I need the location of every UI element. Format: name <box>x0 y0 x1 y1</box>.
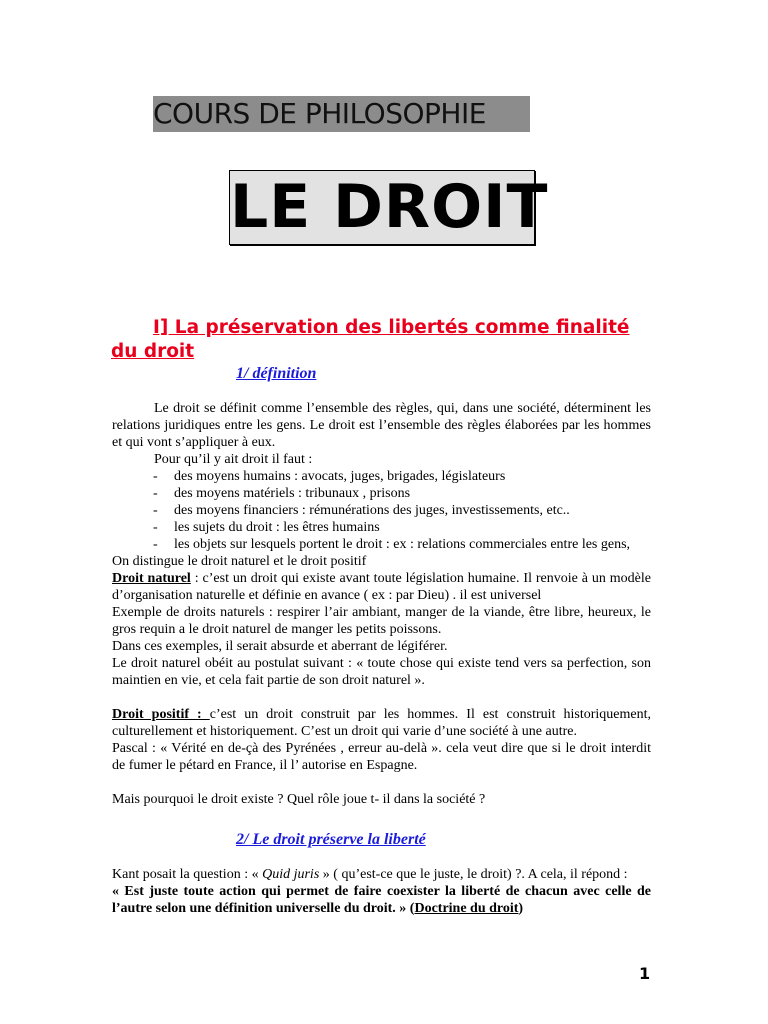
body-part-1 <box>112 400 651 808</box>
question-line: Mais pourquoi le droit existe ? Quel rôle joue t- il dans la société ? <box>112 792 486 807</box>
requirements-intro: Pour qu’il y ait droit il faut : <box>154 452 313 467</box>
pascal-paragraph: Pascal : « Vérité en de-çà des Pyrénées , erreur au-delà ». cela veut dire que si le droit interdit de fumer le pétard en France, il l’ autorise en Espagne. <box>112 741 651 773</box>
droit-naturel-paragraph: Droit naturel : c’est un droit qui existe avant toute législation humaine. Il renvoie à un modèle d’organisation naturelle et définie en avance ( ex : par Dieu) . il est universel <box>112 571 651 603</box>
subheading-definition: 1/ définition <box>236 365 317 382</box>
definition-paragraph: Le droit se définit comme l’ensemble des règles, qui, dans une société, déterminent les relations juridiques entre les gens. Le droit est l’ensemble des règles élaborées par les hommes et qui vont s’appliquer à eux. <box>112 401 651 450</box>
list-item: - des moyens matériels : tribunaux , prisons <box>153 486 411 501</box>
section-heading: I] La préservation des libertés comme finalité du droit <box>111 317 630 362</box>
droit-naturel-term: Droit naturel <box>112 571 191 586</box>
kant-quote: « Est juste toute action qui permet de faire coexister la liberté de chacun avec celle de l’autre selon une définition universelle du droit. » (Doctrine du droit) <box>112 884 651 916</box>
body-part-2 <box>112 866 651 917</box>
list-dash: - <box>153 503 158 518</box>
subheading-liberte: 2/ Le droit préserve la liberté <box>236 831 426 848</box>
list-dash: - <box>153 537 158 552</box>
distinguish-line: On distingue le droit naturel et le droit positif <box>112 554 367 569</box>
course-title: COURS DE PHILOSOPHIE <box>153 96 530 132</box>
droit-positif-paragraph: Droit positif : c’est un droit construit par les hommes. Il est construit historiquement, culturellement et historiquement. C’est un droit qui varie d’une société à une autre. <box>112 707 651 739</box>
droit-positif-term: Droit positif : <box>112 707 210 722</box>
naturel-example-paragraph: Exemple de droits naturels : respirer l’air ambiant, manger de la viande, être libre, heureux, le gros requin a le droit naturel de manger les petits poissons. <box>112 605 651 637</box>
doctrine-reference: Doctrine du droit <box>414 901 519 916</box>
naturel-absurd-line: Dans ces exemples, il serait absurde et aberrant de légiférer. <box>112 639 448 654</box>
requirements-list <box>112 468 651 553</box>
document-title: LE DROIT <box>229 170 535 245</box>
list-item: - les sujets du droit : les êtres humains <box>153 520 380 535</box>
list-item: - des moyens humains : avocats, juges, brigades, législateurs <box>153 469 506 484</box>
kant-question-line: Kant posait la question : « Quid juris » ( qu’est-ce que le juste, le droit) ?. A cela, il répond : <box>112 867 628 882</box>
page-number: 1 <box>639 964 651 983</box>
naturel-postulat-paragraph: Le droit naturel obéit au postulat suivant : « toute chose qui existe tend vers sa perfection, son maintien en vie, et cela fait partie de son droit naturel ». <box>112 656 651 688</box>
list-dash: - <box>153 469 158 484</box>
list-item: - les objets sur lesquels portent le droit : ex : relations commerciales entre les gens, <box>153 537 631 552</box>
list-dash: - <box>153 520 158 535</box>
quid-juris: Quid juris <box>262 867 320 882</box>
list-item: - des moyens financiers : rémunérations des juges, investissements, etc.. <box>153 503 570 518</box>
list-dash: - <box>153 486 158 501</box>
